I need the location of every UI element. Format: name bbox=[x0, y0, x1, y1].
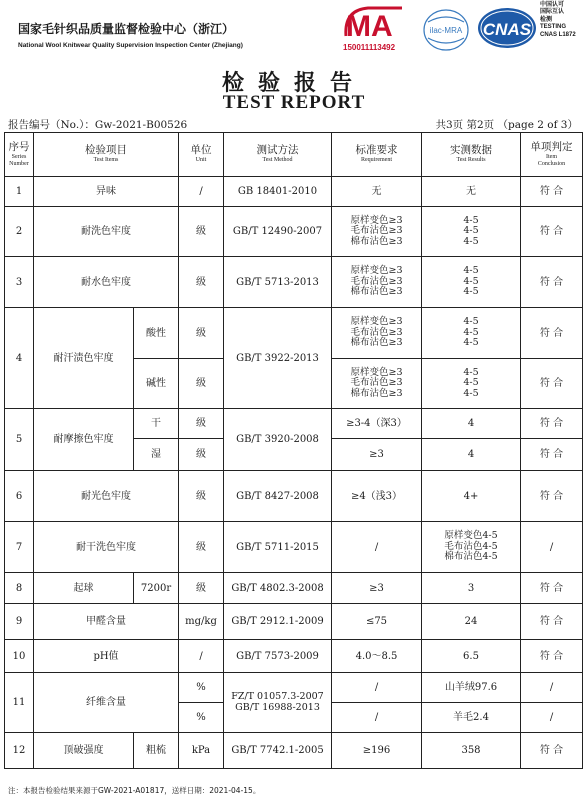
cell-unit: 级 bbox=[179, 308, 224, 359]
cell-unit: 级 bbox=[179, 471, 224, 522]
svg-text:CNAS: CNAS bbox=[482, 20, 532, 39]
cell-no: 3 bbox=[5, 257, 34, 308]
cell-conclusion: / bbox=[521, 703, 583, 733]
cell-item: 耐洗色牢度 bbox=[34, 207, 179, 257]
cell-requirement: / bbox=[332, 522, 422, 573]
cell-method: GB/T 5713-2013 bbox=[224, 257, 332, 308]
cell-result: 4-5 4-5 4-5 bbox=[422, 257, 521, 308]
cell-subitem: 7200r bbox=[134, 573, 179, 604]
cell-no: 5 bbox=[5, 409, 34, 471]
test-results-table bbox=[4, 132, 583, 769]
cell-unit: % bbox=[179, 673, 224, 703]
report-number: 报告编号（No.）：Gw-2021-B00526 bbox=[8, 119, 188, 131]
cell-no: 12 bbox=[5, 733, 34, 769]
header-conclusion: 单项判定 Item Conclusion bbox=[521, 133, 583, 177]
cell-result: 无 bbox=[422, 177, 521, 207]
table-row bbox=[5, 733, 583, 769]
cell-no: 10 bbox=[5, 640, 34, 673]
cell-conclusion: 符 合 bbox=[521, 573, 583, 604]
cma-number: 150011113492 bbox=[343, 43, 396, 52]
cell-requirement: ≥3 bbox=[332, 573, 422, 604]
cell-item: 耐摩擦色牢度 bbox=[34, 409, 134, 471]
svg-text:MA: MA bbox=[346, 10, 393, 43]
cell-requirement: 4.0～8.5 bbox=[332, 640, 422, 673]
cell-subitem: 酸性 bbox=[134, 308, 179, 359]
cell-requirement: / bbox=[332, 673, 422, 703]
cell-requirement: ≥196 bbox=[332, 733, 422, 769]
cell-result: 4+ bbox=[422, 471, 521, 522]
cnas-line: TESTING bbox=[540, 24, 567, 31]
cell-conclusion: 符 合 bbox=[521, 409, 583, 439]
cell-no: 7 bbox=[5, 522, 34, 573]
org-name-cn: 国家毛针织品质量监督检验中心（浙江） bbox=[18, 22, 235, 36]
cell-unit: 级 bbox=[179, 409, 224, 439]
cell-result: 羊毛2.4 bbox=[422, 703, 521, 733]
cell-requirement: ≤75 bbox=[332, 604, 422, 640]
cell-requirement: ≥4（浅3） bbox=[332, 471, 422, 522]
cell-requirement: ≥3 bbox=[332, 439, 422, 471]
ilac-mra-logo-icon bbox=[422, 8, 470, 52]
header-method: 测试方法 Test Method bbox=[224, 133, 332, 177]
table-row bbox=[5, 573, 583, 604]
cell-method: GB/T 2912.1-2009 bbox=[224, 604, 332, 640]
cell-item: 顶破强度 bbox=[34, 733, 134, 769]
cell-result: 4 bbox=[422, 439, 521, 471]
cell-requirement: 原样变色≥3 毛布沾色≥3 棉布沾色≥3 bbox=[332, 207, 422, 257]
cell-requirement: / bbox=[332, 703, 422, 733]
cell-result: 4-5 4-5 4-5 bbox=[422, 359, 521, 409]
cell-requirement: 原样变色≥3 毛布沾色≥3 棉布沾色≥3 bbox=[332, 257, 422, 308]
cell-result: 4-5 4-5 4-5 bbox=[422, 207, 521, 257]
cell-result: 4-5 4-5 4-5 bbox=[422, 308, 521, 359]
cell-conclusion: 符 合 bbox=[521, 471, 583, 522]
cell-method: GB/T 4802.3-2008 bbox=[224, 573, 332, 604]
cell-item: 耐汗渍色牢度 bbox=[34, 308, 134, 409]
footer-note: 注：本报告检验结果来源于GW-2021-A01817，送样日期：2021-04-15。 bbox=[8, 786, 261, 795]
cell-conclusion: 符 合 bbox=[521, 359, 583, 409]
table-row bbox=[5, 673, 583, 703]
cell-subitem: 湿 bbox=[134, 439, 179, 471]
cell-method: FZ/T 01057.3-2007 GB/T 16988-2013 bbox=[224, 673, 332, 733]
cnas-info bbox=[540, 2, 576, 39]
cell-requirement: ≥3-4（深3） bbox=[332, 409, 422, 439]
cell-item: 起球 bbox=[34, 573, 134, 604]
cell-no: 1 bbox=[5, 177, 34, 207]
table-row bbox=[5, 308, 583, 359]
header-unit: 单位 Unit bbox=[179, 133, 224, 177]
cell-no: 2 bbox=[5, 207, 34, 257]
cell-conclusion: 符 合 bbox=[521, 733, 583, 769]
cell-conclusion: / bbox=[521, 522, 583, 573]
title-cn: 检验报告 bbox=[221, 70, 366, 96]
cell-conclusion: 符 合 bbox=[521, 308, 583, 359]
cell-no: 11 bbox=[5, 673, 34, 733]
cell-item: 异味 bbox=[34, 177, 179, 207]
cell-method: GB/T 12490-2007 bbox=[224, 207, 332, 257]
table-row bbox=[5, 640, 583, 673]
cell-unit: 级 bbox=[179, 573, 224, 604]
cell-item: 甲醛含量 bbox=[34, 604, 179, 640]
table-row bbox=[5, 522, 583, 573]
cell-unit: 级 bbox=[179, 359, 224, 409]
cell-unit: kPa bbox=[179, 733, 224, 769]
cell-subitem: 粗梳 bbox=[134, 733, 179, 769]
table-row bbox=[5, 604, 583, 640]
cell-method: GB/T 5711-2015 bbox=[224, 522, 332, 573]
table-row bbox=[5, 471, 583, 522]
header-result: 实测数据 Test Results bbox=[422, 133, 521, 177]
cell-method: GB 18401-2010 bbox=[224, 177, 332, 207]
table-row bbox=[5, 177, 583, 207]
cell-requirement: 无 bbox=[332, 177, 422, 207]
cell-unit: 级 bbox=[179, 257, 224, 308]
cell-subitem: 碱性 bbox=[134, 359, 179, 409]
org-name-en: National Wool Knitwear Quality Supervision Inspection Center (Zhejiang) bbox=[18, 42, 243, 49]
cell-requirement: 原样变色≥3 毛布沾色≥3 棉布沾色≥3 bbox=[332, 359, 422, 409]
cell-result: 358 bbox=[422, 733, 521, 769]
cell-requirement: 原样变色≥3 毛布沾色≥3 棉布沾色≥3 bbox=[332, 308, 422, 359]
cell-method: GB/T 3922-2013 bbox=[224, 308, 332, 409]
header-serial: 序号 Series Number bbox=[5, 133, 34, 177]
cell-method: GB/T 7742.1-2005 bbox=[224, 733, 332, 769]
cell-item: 耐光色牢度 bbox=[34, 471, 179, 522]
cell-unit: 级 bbox=[179, 439, 224, 471]
cell-unit: / bbox=[179, 640, 224, 673]
cell-conclusion: / bbox=[521, 673, 583, 703]
cnas-line: CNAS L1872 bbox=[540, 31, 576, 38]
report-header bbox=[0, 0, 588, 60]
cell-subitem: 干 bbox=[134, 409, 179, 439]
cell-result: 原样变色4-5 毛布沾色4-5 棉布沾色4-5 bbox=[422, 522, 521, 573]
cnas-line: 国际互认 bbox=[540, 9, 565, 16]
cell-result: 山羊绒97.6 bbox=[422, 673, 521, 703]
cell-result: 3 bbox=[422, 573, 521, 604]
cell-conclusion: 符 合 bbox=[521, 604, 583, 640]
cell-item: pH值 bbox=[34, 640, 179, 673]
cnas-line: 检测 bbox=[540, 16, 553, 23]
cnas-logo-icon bbox=[476, 6, 538, 50]
cell-conclusion: 符 合 bbox=[521, 640, 583, 673]
title-en: TEST REPORT bbox=[222, 92, 366, 113]
table-row bbox=[5, 409, 583, 439]
table-row bbox=[5, 257, 583, 308]
cell-unit: 级 bbox=[179, 522, 224, 573]
cell-result: 24 bbox=[422, 604, 521, 640]
cell-no: 8 bbox=[5, 573, 34, 604]
page-info: 共3页 第2页 （page 2 of 3） bbox=[435, 119, 578, 131]
cell-unit: 级 bbox=[179, 207, 224, 257]
cell-result: 6.5 bbox=[422, 640, 521, 673]
cell-no: 9 bbox=[5, 604, 34, 640]
cell-conclusion: 符 合 bbox=[521, 207, 583, 257]
cell-item: 耐水色牢度 bbox=[34, 257, 179, 308]
cell-item: 耐干洗色牢度 bbox=[34, 522, 179, 573]
cell-no: 6 bbox=[5, 471, 34, 522]
cell-method: GB/T 3920-2008 bbox=[224, 409, 332, 471]
cell-unit: % bbox=[179, 703, 224, 733]
cnas-line: 中国认可 bbox=[540, 2, 565, 8]
cell-unit: mg/kg bbox=[179, 604, 224, 640]
cell-conclusion: 符 合 bbox=[521, 177, 583, 207]
cell-conclusion: 符 合 bbox=[521, 439, 583, 471]
cell-method: GB/T 7573-2009 bbox=[224, 640, 332, 673]
cell-result: 4 bbox=[422, 409, 521, 439]
cell-method: GB/T 8427-2008 bbox=[224, 471, 332, 522]
svg-text:ilac-MRA: ilac-MRA bbox=[429, 26, 463, 35]
table-row bbox=[5, 207, 583, 257]
header-requirement: 标准要求 Requirement bbox=[332, 133, 422, 177]
cell-conclusion: 符 合 bbox=[521, 257, 583, 308]
cell-item: 纤维含量 bbox=[34, 673, 179, 733]
cell-unit: / bbox=[179, 177, 224, 207]
cell-no: 4 bbox=[5, 308, 34, 409]
header-item: 检验项目 Test Items bbox=[34, 133, 179, 177]
table-header-row bbox=[5, 133, 583, 177]
